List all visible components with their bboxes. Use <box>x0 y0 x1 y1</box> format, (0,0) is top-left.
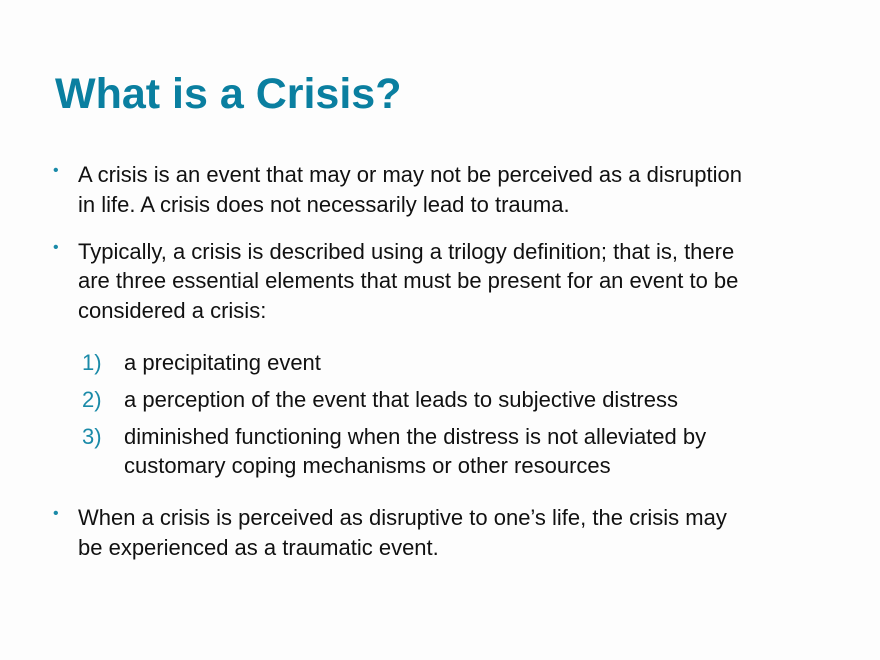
item-text: a perception of the event that leads to subjective distress <box>124 387 678 412</box>
bullet-icon: • <box>53 162 59 179</box>
item-number: 3) <box>82 424 102 449</box>
item-number: 2) <box>82 387 102 412</box>
item-number: 1) <box>82 350 102 375</box>
bullet-text: A crisis is an event that may or may not be perceived as a disruption <box>78 162 742 187</box>
bullet-text: in life. A crisis does not necessarily lead to trauma. <box>78 192 570 217</box>
bullet-text: Typically, a crisis is described using a trilogy definition; that is, there <box>78 239 735 264</box>
bullet-text: considered a crisis: <box>78 298 267 323</box>
item-text: diminished functioning when the distress is not alleviated by <box>124 424 707 449</box>
item-text: a precipitating event <box>124 350 321 375</box>
bullet-icon: • <box>53 505 59 522</box>
bullet-text: are three essential elements that must be present for an event to be <box>78 268 739 293</box>
slide-title: What is a Crisis? <box>55 70 402 118</box>
bullet-icon: • <box>53 239 59 256</box>
bullet-text: be experienced as a traumatic event. <box>78 535 439 560</box>
item-text: customary coping mechanisms or other resources <box>124 453 611 478</box>
bullet-text: When a crisis is perceived as disruptive to one’s life, the crisis may <box>78 505 727 530</box>
